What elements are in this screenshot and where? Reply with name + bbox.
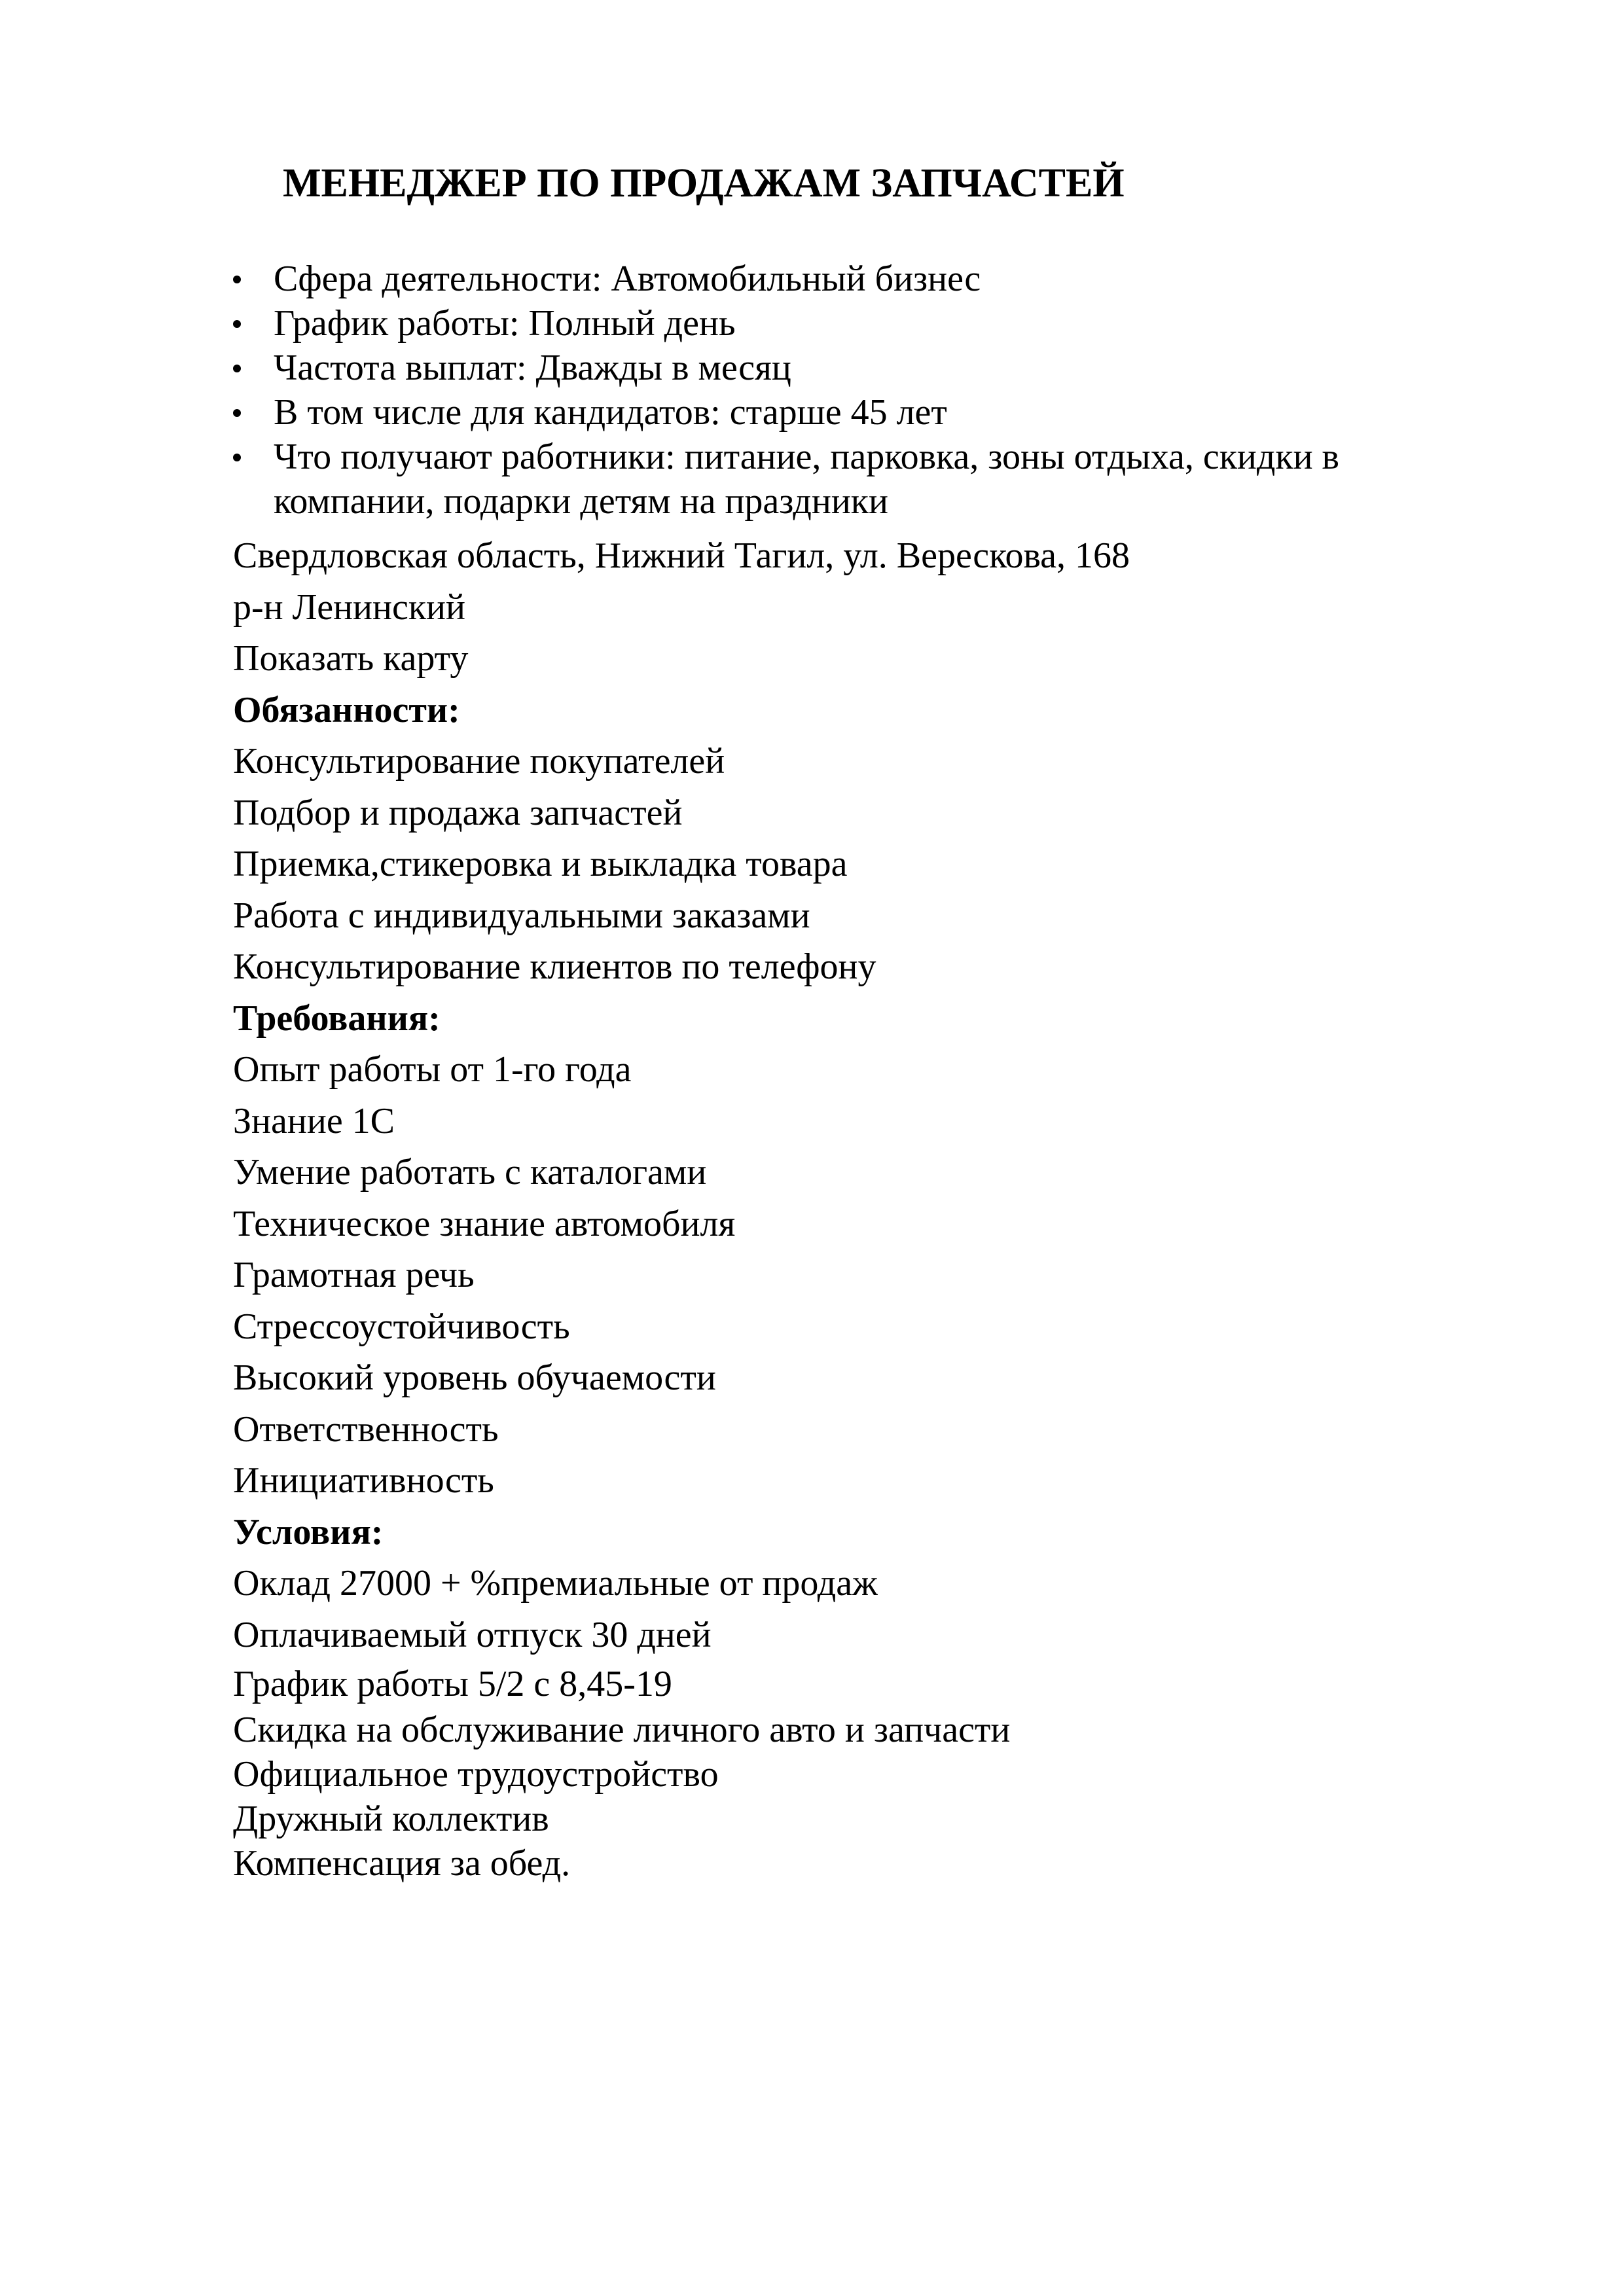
list-item: Опыт работы от 1-го года [233,1049,632,1090]
list-item: Консультирование покупателей [233,741,725,781]
address-line: Свердловская область, Нижний Тагил, ул. Верескова, 168 [233,535,1130,576]
requirements-heading: Требования: [233,997,441,1039]
summary-item-text: Сфера деятельности: Автомобильный бизнес [274,259,981,299]
list-item: Дружный коллектив [233,1799,549,1839]
list-item: Консультирование клиентов по телефону [233,946,876,987]
summary-item-text: Что получают работники: питание, парковка, зоны отдыха, скидки в компании, подарки детям на праздники [274,437,1339,522]
duties-heading: Обязанности: [233,689,460,730]
list-item: Скидка на обслуживание личного авто и запчасти [233,1710,1011,1750]
list-item: Знание 1С [233,1100,395,1141]
conditions-tail [233,1708,1444,1886]
list-item [233,435,1424,524]
list-item: Умение работать с каталогами [233,1152,707,1193]
bullet-icon [233,365,241,372]
list-item: Официальное трудоустройство [233,1754,719,1795]
list-item: Приемка,стикеровка и выкладка товара [233,844,848,884]
bullet-icon [233,409,241,417]
list-item: Стрессоустойчивость [233,1306,570,1347]
list-item: Техническое знание автомобиля [233,1203,736,1244]
list-item: Ответственность [233,1408,499,1450]
list-item: Грамотная речь [233,1255,475,1295]
summary-list [233,257,1424,524]
list-item [233,301,1424,346]
summary-item-text: График работы: Полный день [274,303,736,344]
list-item: Высокий уровень обучаемости [233,1357,716,1398]
list-item: График работы 5/2 с 8,45-19 [233,1664,672,1704]
conditions-heading: Условия: [233,1511,384,1552]
list-item [233,346,1424,390]
list-item: Оплачиваемый отпуск 30 дней [233,1614,712,1655]
bullet-icon [233,454,241,461]
list-item: Инициативность [233,1460,494,1501]
list-item [233,257,1424,301]
list-item: Оклад 27000 + %премиальные от продаж [233,1563,878,1604]
page-title: МЕНЕДЖЕР ПО ПРОДАЖАМ ЗАПЧАСТЕЙ [283,161,1125,206]
main-content [233,530,1444,1886]
summary-item-text: Частота выплат: Дважды в месяц [274,348,791,388]
summary-item-text: В том числе для кандидатов: старше 45 лет [274,392,947,433]
list-item: Подбор и продажа запчастей [233,792,683,833]
bullet-icon [233,276,241,283]
bullet-icon [233,320,241,328]
district-line: р-н Ленинский [233,586,465,628]
list-item: Компенсация за обед. [233,1843,571,1884]
list-item [233,390,1424,435]
list-item: Работа с индивидуальными заказами [233,895,810,936]
show-map-link[interactable]: Показать карту [233,638,469,679]
